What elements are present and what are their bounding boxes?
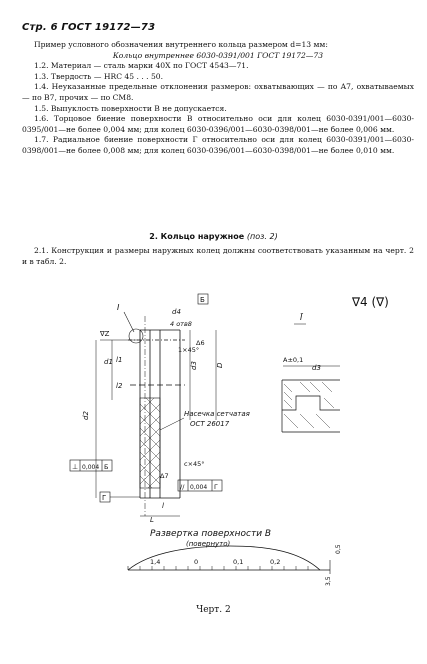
svg-text:Г: Г xyxy=(214,483,218,491)
dim-d2: d2 xyxy=(82,411,90,420)
knurl-label-1: Насечка сетчатая xyxy=(184,410,250,418)
development-profile xyxy=(128,544,342,586)
development-title: Развертка поверхности В xyxy=(150,529,272,539)
roughness-mark: ∇4 (∇) xyxy=(352,295,389,309)
svg-text:⊥: ⊥ xyxy=(72,463,79,471)
svg-text:1,4: 1,4 xyxy=(150,558,161,566)
svg-text:0: 0 xyxy=(194,558,199,566)
standard-text-block xyxy=(22,40,414,157)
dim-delta7: Δ7 xyxy=(160,472,169,480)
tolerance-frame-right xyxy=(178,480,222,491)
item-1-7: 1.7. Радиальное биение поверхности Г относительно оси для колец 6030-0391/001—6030-0398/001—не более 0,008 мм; для колец 6030-0396/001—6030-0398/001—не более 0,010 мм. xyxy=(22,135,414,155)
item-1-6: 1.6. Торцовое биение поверхности В относительно оси для колец 6030-0391/001—6030-0395/001—не более 0,004 мм; для колец 6030-0396/001—6030-0398/001—не более 0,006 мм. xyxy=(22,114,414,134)
knurl-label-2: ОСТ 26017 xyxy=(190,420,230,428)
dim-D: D xyxy=(216,362,224,368)
dim-delta6: Δ6 xyxy=(196,339,205,347)
item-1-2: 1.2. Материал — сталь марки 40Х по ГОСТ 4543—71. xyxy=(34,61,249,71)
svg-text:0,5: 0,5 xyxy=(335,544,342,554)
detail-label-I: I xyxy=(117,303,120,312)
svg-text:0,004: 0,004 xyxy=(190,484,208,491)
dim-a01: A±0,1 xyxy=(283,356,304,364)
section-title: 2. Кольцо наружное (поз. 2) xyxy=(149,232,278,241)
svg-text:3,5: 3,5 xyxy=(325,576,332,586)
dim-d3-detail: d3 xyxy=(312,364,321,372)
svg-text:0,2: 0,2 xyxy=(270,558,281,566)
dim-d3: d3 xyxy=(190,361,198,370)
svg-text:0,004: 0,004 xyxy=(82,464,100,471)
dim-d4: d4 xyxy=(172,308,181,316)
dim-l: l xyxy=(162,502,164,510)
svg-text://: // xyxy=(180,483,185,491)
example-intro: Пример условного обозначения внутреннего кольца размером d=13 мм: xyxy=(34,40,328,49)
ring-section xyxy=(128,316,185,516)
surface-z-label: ∇Z xyxy=(100,330,110,338)
section-text-block xyxy=(22,246,414,267)
figure-caption: Черт. 2 xyxy=(196,605,231,615)
svg-text:0,1: 0,1 xyxy=(233,558,244,566)
svg-text:Ī: Ī xyxy=(300,313,303,322)
dim-L: L xyxy=(150,516,154,524)
example-designation: Кольцо внутреннее 6030-0391/001 ГОСТ 19172—73 xyxy=(112,50,324,60)
base-label-B: Б xyxy=(200,296,205,304)
dim-l1: l1 xyxy=(116,356,123,364)
item-1-3: 1.3. Твердость — HRC 45 . . . 50. xyxy=(34,71,164,81)
item-1-5: 1.5. Выпуклость поверхности В не допускается. xyxy=(34,103,227,113)
section-title-note: (поз. 2) xyxy=(246,232,278,241)
dim-holes: 4 отв8 xyxy=(170,320,192,328)
development-subtitle: (повернуто) xyxy=(186,540,231,548)
svg-text:Б: Б xyxy=(104,463,109,471)
section-text: 2.1. Конструкция и размеры наружных колец должны соответствовать указанным на черт. 2 и в табл. 2. xyxy=(22,246,414,266)
dim-chamfer-c45: c×45° xyxy=(184,460,205,468)
base-label-G: Г xyxy=(102,494,107,502)
technical-drawing xyxy=(0,270,427,590)
dim-l2: l2 xyxy=(116,382,123,390)
page-header: Стр. 6 ГОСТ 19172—73 xyxy=(22,22,156,33)
item-1-4: 1.4. Неуказанные предельные отклонения размеров: охватывающих — по A7, охватываемых — по B7, прочих — по CM8. xyxy=(22,82,414,102)
detail-view-I xyxy=(282,312,340,432)
dim-d1: d1 xyxy=(104,358,113,366)
dim-chamfer-1x45: 1×45° xyxy=(178,346,200,354)
tolerance-frame-left xyxy=(70,460,112,471)
